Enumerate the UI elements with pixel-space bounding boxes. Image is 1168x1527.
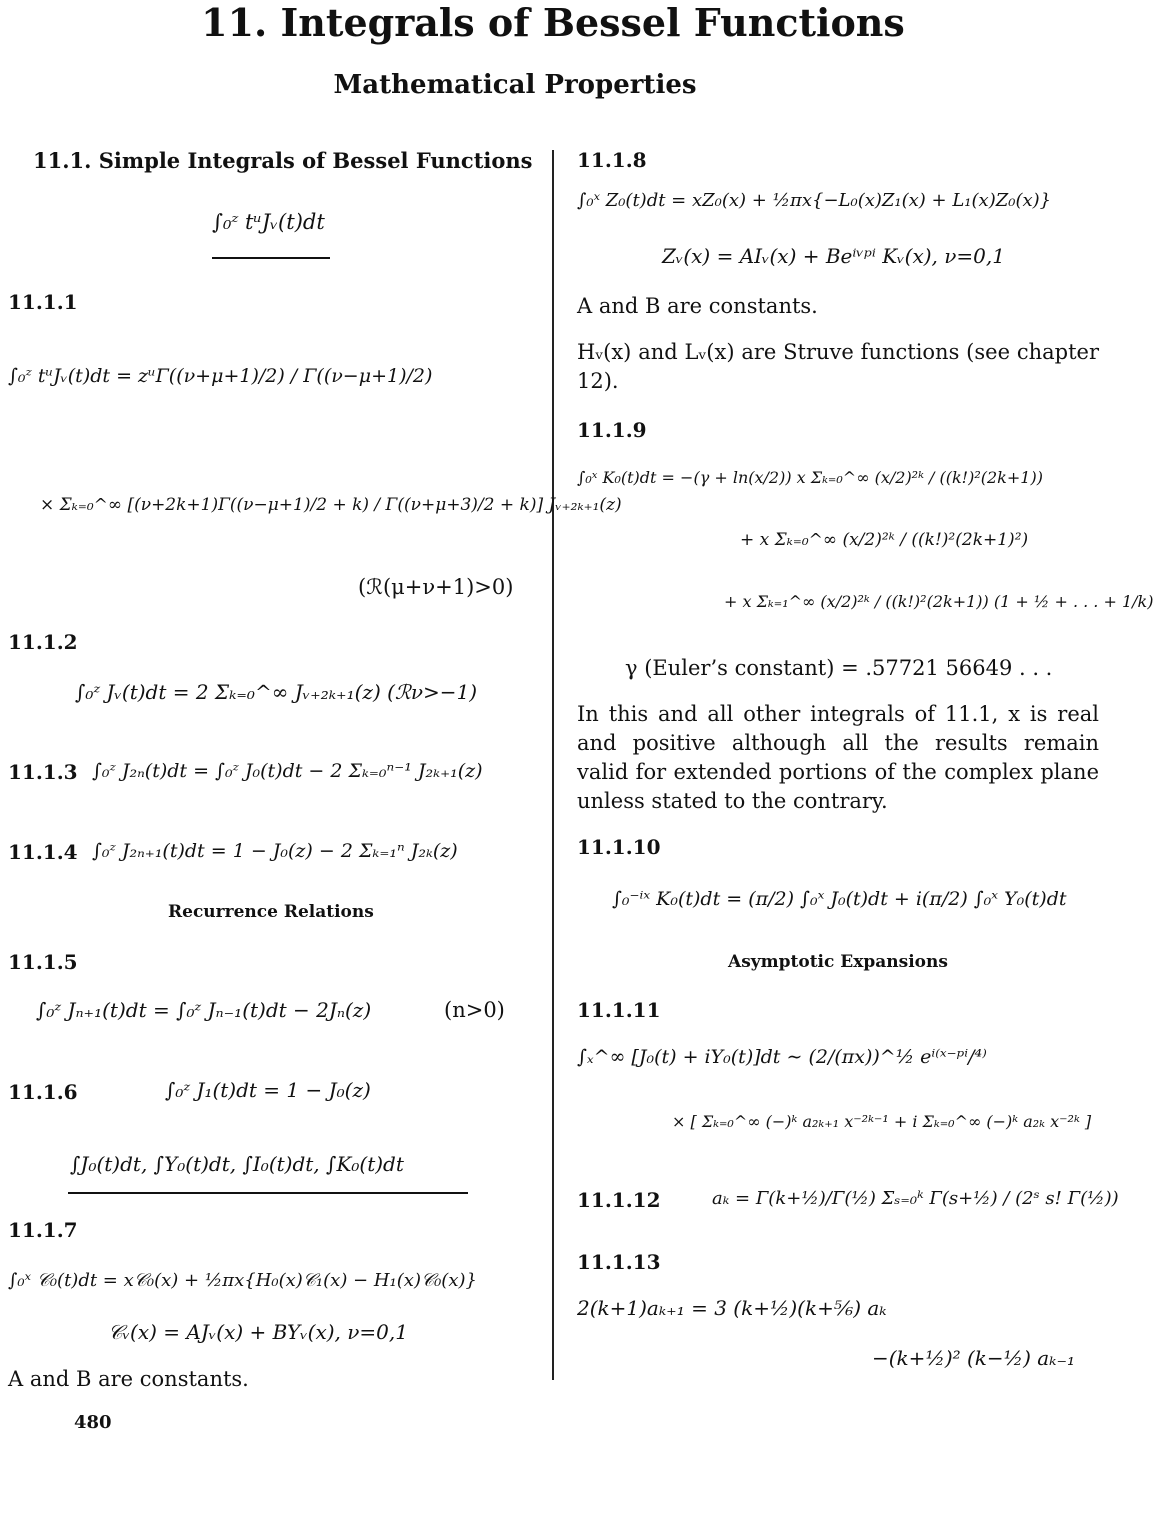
- euler-constant: γ (Euler’s constant) = .57721 56649 . . .: [625, 656, 1053, 680]
- eq-11-1-5: ∫₀ᶻ Jₙ₊₁(t)dt = ∫₀ᶻ Jₙ₋₁(t)dt − 2Jₙ(z): [36, 998, 372, 1022]
- integral-family-underline: [68, 1192, 468, 1194]
- eq-label-11-1-10: 11.1.10: [577, 835, 661, 859]
- eq-label-11-1-12: 11.1.12: [577, 1188, 661, 1212]
- constants-note-left: A and B are constants.: [8, 1367, 249, 1391]
- page-subtitle: Mathematical Properties: [333, 70, 697, 100]
- section-formula-underline: [212, 257, 330, 259]
- eq-11-1-2: ∫₀ᶻ Jᵥ(t)dt = 2 Σₖ₌₀^∞ Jᵥ₊₂ₖ₊₁(z) (ℛν>−1): [75, 680, 478, 704]
- page-title: 11. Integrals of Bessel Functions: [201, 0, 905, 45]
- eq-label-11-1-11: 11.1.11: [577, 998, 661, 1022]
- eq-label-11-1-6: 11.1.6: [8, 1080, 78, 1104]
- eq-11-1-9-line1: ∫₀ˣ K₀(t)dt = −(γ + ln(x/2)) x Σₖ₌₀^∞ (x/2)²ᵏ / ((k!)²(2k+1)): [577, 468, 1043, 487]
- eq-11-1-12: aₖ = Γ(k+½)/Γ(½) Σₛ₌₀ᵏ Γ(s+½) / (2ˢ s! Γ(½)): [712, 1188, 1119, 1209]
- eq-11-1-13-line2: −(k+½)² (k−½) aₖ₋₁: [872, 1346, 1076, 1370]
- integral-family: ∫J₀(t)dt, ∫Y₀(t)dt, ∫I₀(t)dt, ∫K₀(t)dt: [70, 1152, 404, 1176]
- eq-11-1-1-line2: × Σₖ₌₀^∞ [(ν+2k+1)Γ((ν−μ+1)/2 + k) / Γ((ν+μ+3)/2 + k)] Jᵥ₊₂ₖ₊₁(z): [40, 495, 622, 515]
- eq-label-11-1-4: 11.1.4: [8, 840, 78, 864]
- struve-note: Hᵥ(x) and Lᵥ(x) are Struve functions (see chapter 12).: [577, 340, 1099, 393]
- eq-label-11-1-9: 11.1.9: [577, 418, 647, 442]
- eq-label-11-1-5: 11.1.5: [8, 950, 78, 974]
- eq-11-1-5-condition: (n>0): [444, 998, 505, 1022]
- eq-11-1-1-line1: ∫₀ᶻ tᵘJᵥ(t)dt = zᵘΓ((ν+μ+1)/2) / Γ((ν−μ+1)/2): [8, 365, 433, 387]
- eq-11-1-9-line2: + x Σₖ₌₀^∞ (x/2)²ᵏ / ((k!)²(2k+1)²): [740, 530, 1029, 550]
- eq-11-1-9-line3: + x Σₖ₌₁^∞ (x/2)²ᵏ / ((k!)²(2k+1)) (1 + ½ + . . . + 1/k): [724, 592, 1154, 611]
- eq-11-1-7-line2: 𝒞ᵥ(x) = AJᵥ(x) + BYᵥ(x), ν=0,1: [108, 1320, 408, 1344]
- section-formula: ∫₀ᶻ tᵘJᵥ(t)dt: [212, 210, 325, 234]
- page-number: 480: [74, 1412, 112, 1433]
- eq-11-1-11-line2: × [ Σₖ₌₀^∞ (−)ᵏ a₂ₖ₊₁ x⁻²ᵏ⁻¹ + i Σₖ₌₀^∞ (−)ᵏ a₂ₖ x⁻²ᵏ ]: [672, 1112, 1092, 1131]
- eq-label-11-1-3: 11.1.3: [8, 760, 78, 784]
- eq-11-1-13-line1: 2(k+1)aₖ₊₁ = 3 (k+½)(k+⅚) aₖ: [577, 1296, 887, 1320]
- eq-11-1-6: ∫₀ᶻ J₁(t)dt = 1 − J₀(z): [165, 1078, 371, 1102]
- section-title: 11.1. Simple Integrals of Bessel Functions: [33, 148, 533, 173]
- eq-11-1-4: ∫₀ᶻ J₂ₙ₊₁(t)dt = 1 − J₀(z) − 2 Σₖ₌₁ⁿ J₂ₖ(z): [92, 840, 458, 862]
- recurrence-heading: Recurrence Relations: [168, 902, 374, 922]
- constants-note-right: A and B are constants.: [577, 294, 818, 318]
- validity-note: In this and all other integrals of 11.1, x is real and positive although all the results remain valid for extended portions of the complex plane unless stated to the contrary.: [577, 702, 1099, 813]
- eq-label-11-1-2: 11.1.2: [8, 630, 78, 654]
- eq-11-1-10: ∫₀⁻ⁱˣ K₀(t)dt = (π/2) ∫₀ˣ J₀(t)dt + i(π/2) ∫₀ˣ Y₀(t)dt: [612, 888, 1067, 910]
- eq-11-1-1-condition: (ℛ(μ+ν+1)>0): [358, 575, 514, 599]
- asymptotic-heading: Asymptotic Expansions: [728, 952, 948, 972]
- eq-label-11-1-1: 11.1.1: [8, 290, 78, 314]
- eq-label-11-1-7: 11.1.7: [8, 1218, 78, 1242]
- eq-11-1-3: ∫₀ᶻ J₂ₙ(t)dt = ∫₀ᶻ J₀(t)dt − 2 Σₖ₌₀ⁿ⁻¹ J₂ₖ₊₁(z): [92, 760, 483, 782]
- eq-11-1-8-line2: Zᵥ(x) = AIᵥ(x) + Beⁱᵛᵖⁱ Kᵥ(x), ν=0,1: [662, 244, 1005, 268]
- eq-label-11-1-8: 11.1.8: [577, 148, 647, 172]
- column-divider: [552, 150, 554, 1380]
- eq-11-1-7-line1: ∫₀ˣ 𝒞₀(t)dt = x𝒞₀(x) + ½πx{H₀(x)𝒞₁(x) − H₁(x)𝒞₀(x)}: [8, 1270, 477, 1291]
- eq-label-11-1-13: 11.1.13: [577, 1250, 661, 1274]
- eq-11-1-8-line1: ∫₀ˣ Z₀(t)dt = xZ₀(x) + ½πx{−L₀(x)Z₁(x) + L₁(x)Z₀(x)}: [577, 190, 1052, 211]
- eq-11-1-11-line1: ∫ₓ^∞ [J₀(t) + iY₀(t)]dt ∼ (2/(πx))^½ eⁱ⁽ˣ⁻ᵖⁱ/⁴⁾: [577, 1046, 987, 1068]
